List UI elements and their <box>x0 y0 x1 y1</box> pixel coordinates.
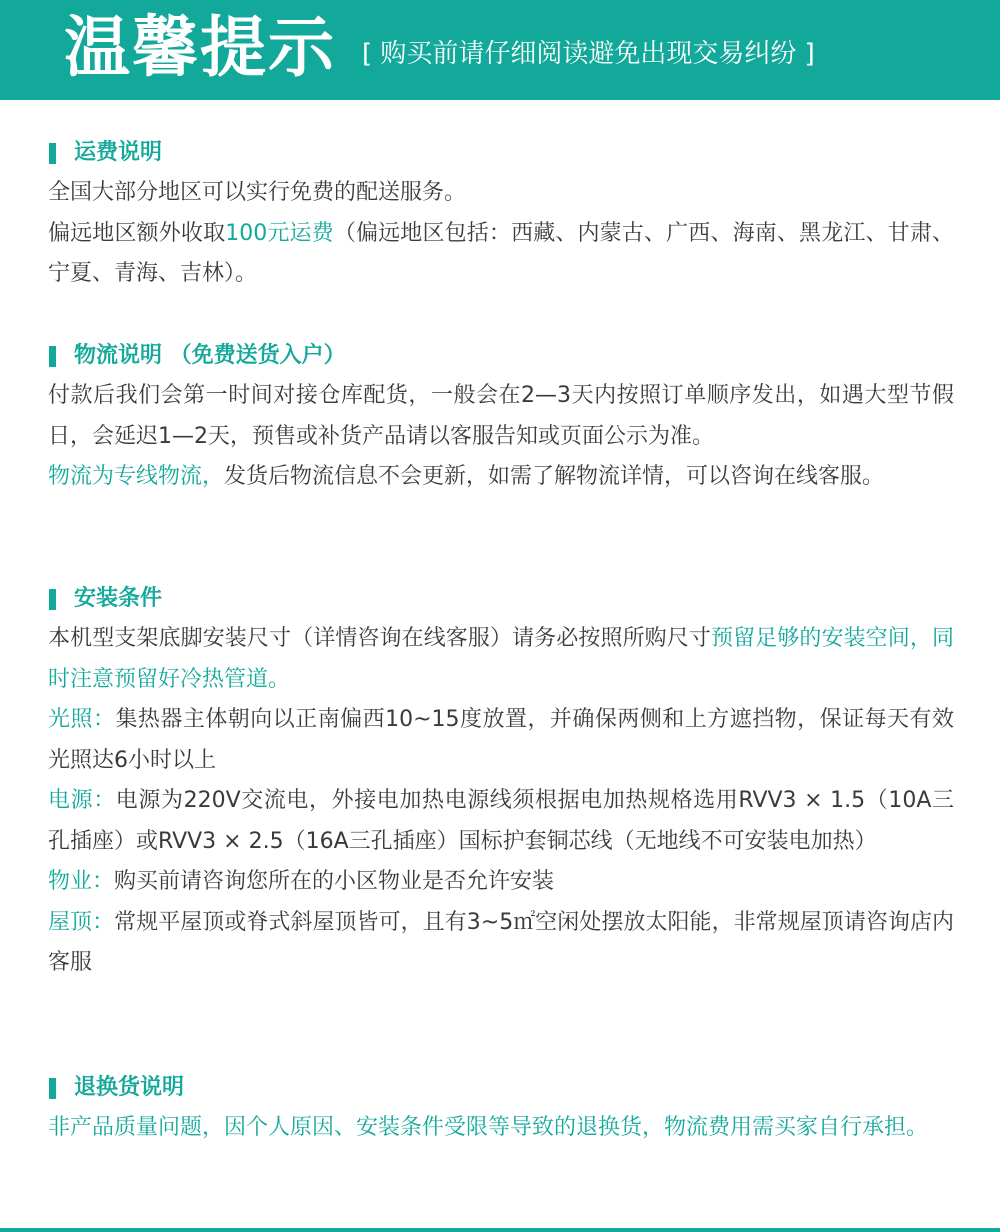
heading-marker-icon <box>49 589 56 610</box>
installation-para-1-text: 本机型支架底脚安装尺寸（详情咨询在线客服）请务必按照所购尺寸 <box>48 626 711 651</box>
heading-marker-icon <box>49 1078 56 1099</box>
light-item <box>48 700 954 781</box>
bottom-divider <box>0 1228 1000 1232</box>
power-text: 电源为220V交流电，外接电加热电源线须根据电加热规格选用RVV3 × 1.5（10A三孔插座）或RVV3 × 2.5（16A三孔插座）国标护套铜芯线（无地线不可安装电加热） <box>48 788 954 854</box>
roof-label: 屋顶： <box>48 909 115 935</box>
power-item <box>48 781 954 862</box>
heading-marker-icon <box>49 143 56 164</box>
shipping-line-1: 全国大部分地区可以实行免费的配送服务。 <box>48 180 467 205</box>
logistics-highlight: 物流为专线物流， <box>48 464 225 489</box>
shipping-heading <box>48 133 954 173</box>
logistics-heading <box>48 336 954 376</box>
shipping-section <box>48 133 954 295</box>
shipping-line-2-before: 偏远地区额外收取 <box>48 220 226 246</box>
shipping-line-2 <box>48 214 954 295</box>
header-banner <box>0 0 1000 100</box>
returns-section <box>48 1068 954 1149</box>
logistics-para-2-text: 发货后物流信息不会更新，如需了解物流详情，可以咨询在线客服。 <box>224 464 885 489</box>
light-text: 集热器主体朝向以正南偏西10~15度放置，并确保两侧和上方遮挡物，保证每天有效光照达6小时以上 <box>48 707 954 773</box>
heading-marker-icon <box>49 346 56 367</box>
property-text: 购买前请咨询您所在的小区物业是否允许安装 <box>114 869 555 894</box>
installation-heading-text: 安装条件 <box>74 586 163 611</box>
installation-section <box>48 579 954 984</box>
logistics-heading-text: 物流说明 （免费送货入户） <box>74 343 346 368</box>
power-label: 电源： <box>48 788 116 813</box>
light-label: 光照： <box>48 707 116 732</box>
page-title: 温馨提示 <box>64 9 336 86</box>
shipping-line-2-after: （偏远地区包括：西藏、内蒙古、广西、海南、黑龙江、甘肃、宁夏、青海、吉林）。 <box>48 220 954 286</box>
roof-text: 常规平屋顶或脊式斜屋顶皆可，且有3~5㎡空闲处摆放太阳能，非常规屋顶请咨询店内客服 <box>48 909 954 975</box>
installation-highlight: 预留足够的安装空间，同时注意预留好冷热管道。 <box>48 626 954 692</box>
property-item <box>48 862 954 903</box>
logistics-section <box>48 336 954 498</box>
installation-heading <box>48 579 954 619</box>
returns-heading-text: 退换货说明 <box>74 1075 185 1100</box>
page-subtitle: [ 购买前请仔细阅读避免出现交易纠纷 ] <box>362 39 815 69</box>
logistics-para-2 <box>48 457 954 498</box>
returns-heading <box>48 1068 954 1108</box>
shipping-fee-highlight: 100元运费 <box>225 220 334 246</box>
returns-text: 非产品质量问题，因个人原因、安装条件受限等导致的退换货，物流费用需买家自行承担。 <box>48 1115 929 1140</box>
roof-item <box>48 903 954 984</box>
shipping-heading-text: 运费说明 <box>74 140 163 165</box>
property-label: 物业： <box>48 869 115 894</box>
logistics-para-1: 付款后我们会第一时间对接仓库配货，一般会在2—3天内按照订单顺序发出，如遇大型节假日，会延迟1—2天，预售或补货产品请以客服告知或页面公示为准。 <box>48 383 954 449</box>
installation-para-1 <box>48 619 954 700</box>
